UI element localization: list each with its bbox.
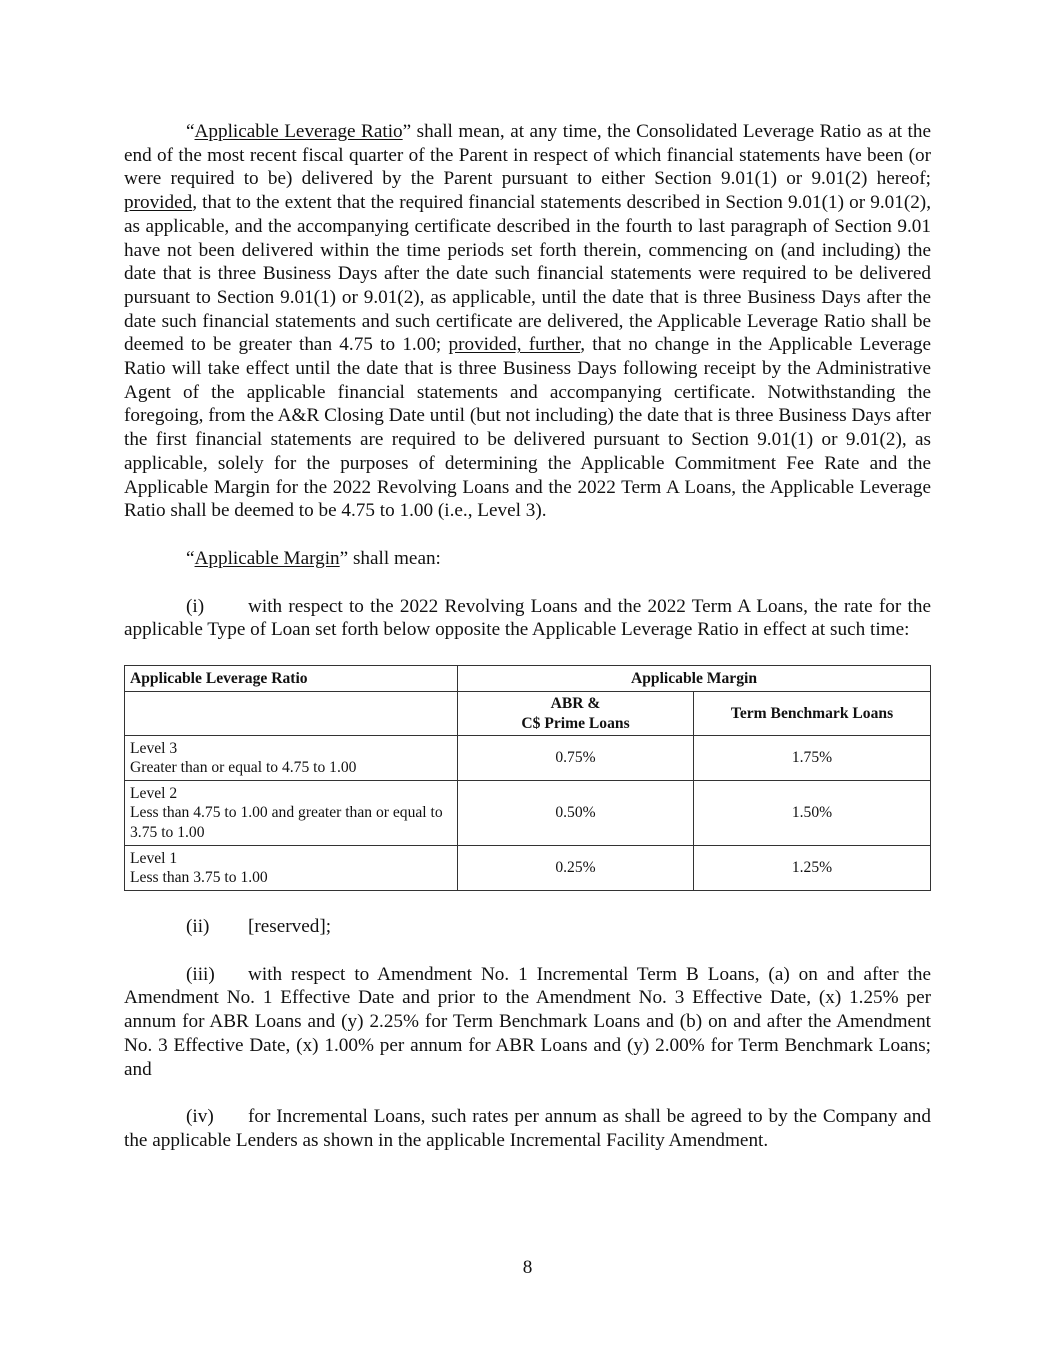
term-margin-cell: 1.25% (694, 846, 931, 891)
table-row (125, 781, 931, 846)
table-header-row (125, 666, 931, 692)
applicable-margin-table (124, 665, 931, 891)
abr-margin-cell: 0.25% (458, 846, 694, 891)
clause-iii: (iii) with respect to Amendment No. 1 Incremental Term B Loans, (a) on and after the Amendment No. 1 Effective Date and prior to the Amendment No. 3 Effective Date, (x) 1.25% per annum for ABR Loans and (y) 2.25% for Term Benchmark Loans and (b) on and after the Amendment No. 3 Effective Date, (x) 1.00% per annum for ABR Loans and (y) 2.00% for Term Benchmark Loans; and (124, 963, 931, 1080)
term-margin-cell: 1.75% (694, 736, 931, 781)
level-cell: Level 2 Less than 4.75 to 1.00 and greater than or equal to 3.75 to 1.00 (125, 781, 458, 846)
provided-term: provided (124, 192, 193, 214)
provided-further-term: provided, further (448, 334, 581, 356)
clause-ii: (ii) [reserved]; (186, 916, 332, 938)
clause-number: (iv) (186, 1106, 214, 1128)
defined-term: Applicable Leverage Ratio (194, 121, 403, 142)
clause-iv: (iv) for Incremental Loans, such rates per annum as shall be agreed to by the Company and the applicable Lenders as shown in the applicable Incremental Facility Amendment. (124, 1106, 931, 1151)
col-header-leverage-ratio: Applicable Leverage Ratio (125, 666, 458, 692)
term-margin-cell: 1.50% (694, 781, 931, 846)
document-page (124, 120, 931, 1153)
clause-number: (i) (186, 595, 205, 617)
table-subheader-row (125, 692, 931, 736)
empty-header-cell (125, 692, 458, 736)
defined-term: Applicable Margin (194, 547, 340, 569)
page-number: 8 (522, 1257, 533, 1278)
clause-i: (i) with respect to the 2022 Revolving Loans and the 2022 Term A Loans, the rate for the applicable Type of Loan set forth below opposite the Applicable Leverage Ratio in effect at such time: (124, 595, 931, 641)
definition-applicable-margin: “Applicable Margin” shall mean: (186, 547, 441, 569)
level-cell: Level 3 Greater than or equal to 4.75 to 1.00 (125, 736, 458, 781)
clause-number: (ii) (186, 916, 210, 938)
col-header-abr: ABR & C$ Prime Loans (458, 692, 694, 736)
abr-margin-cell: 0.75% (458, 736, 694, 781)
table-row (125, 846, 931, 891)
table-row (125, 736, 931, 781)
clause-number: (iii) (186, 963, 215, 985)
col-header-term-benchmark: Term Benchmark Loans (694, 692, 931, 736)
abr-margin-cell: 0.50% (458, 781, 694, 846)
group-header-applicable-margin: Applicable Margin (458, 666, 931, 692)
level-cell: Level 1 Less than 3.75 to 1.00 (125, 846, 458, 891)
definition-applicable-leverage-ratio: “Applicable Leverage Ratio” shall mean, at any time, the Consolidated Leverage Ratio as at the end of the most recent fiscal quarter of the Parent in respect of which financial statements have been (or were required to be) delivered by the Parent pursuant to either Section 9.01(1) or 9.01(2) hereof; provided, that to the extent that the required financial statements described in Section 9.01(1) or 9.01(2), as applicable, and the accompanying certificate described in the fourth to last paragraph of Section 9.01 have not been delivered within the time periods set forth therein, commencing on (and including) the date that is three Business Days after the date such financial statements were required to be delivered pursuant to Section 9.01(1) or 9.01(2), as applicable, until the date that is three Business Days after the date such financial statements and such certificate are delivered, the Applicable Leverage Ratio shall be deemed to be greater than 4.75 to 1.00; provided, further, that no change in the Applicable Leverage Ratio will take effect until the date that is three Business Days following receipt by the Administrative Agent of the applicable financial statements and accompanying certificate. Notwithstanding the foregoing, from the A&R Closing Date until (but not including) the date that is three Business Days after the first financial statements are required to be delivered pursuant to Section 9.01(1) or 9.01(2), as applicable, solely for the purposes of determining the Applicable Commitment Fee Rate and the Applicable Margin for the 2022 Revolving Loans and the 2022 Term A Loans, the Applicable Leverage Ratio shall be deemed to be 4.75 to 1.00 (i.e., Level 3). (124, 121, 931, 522)
